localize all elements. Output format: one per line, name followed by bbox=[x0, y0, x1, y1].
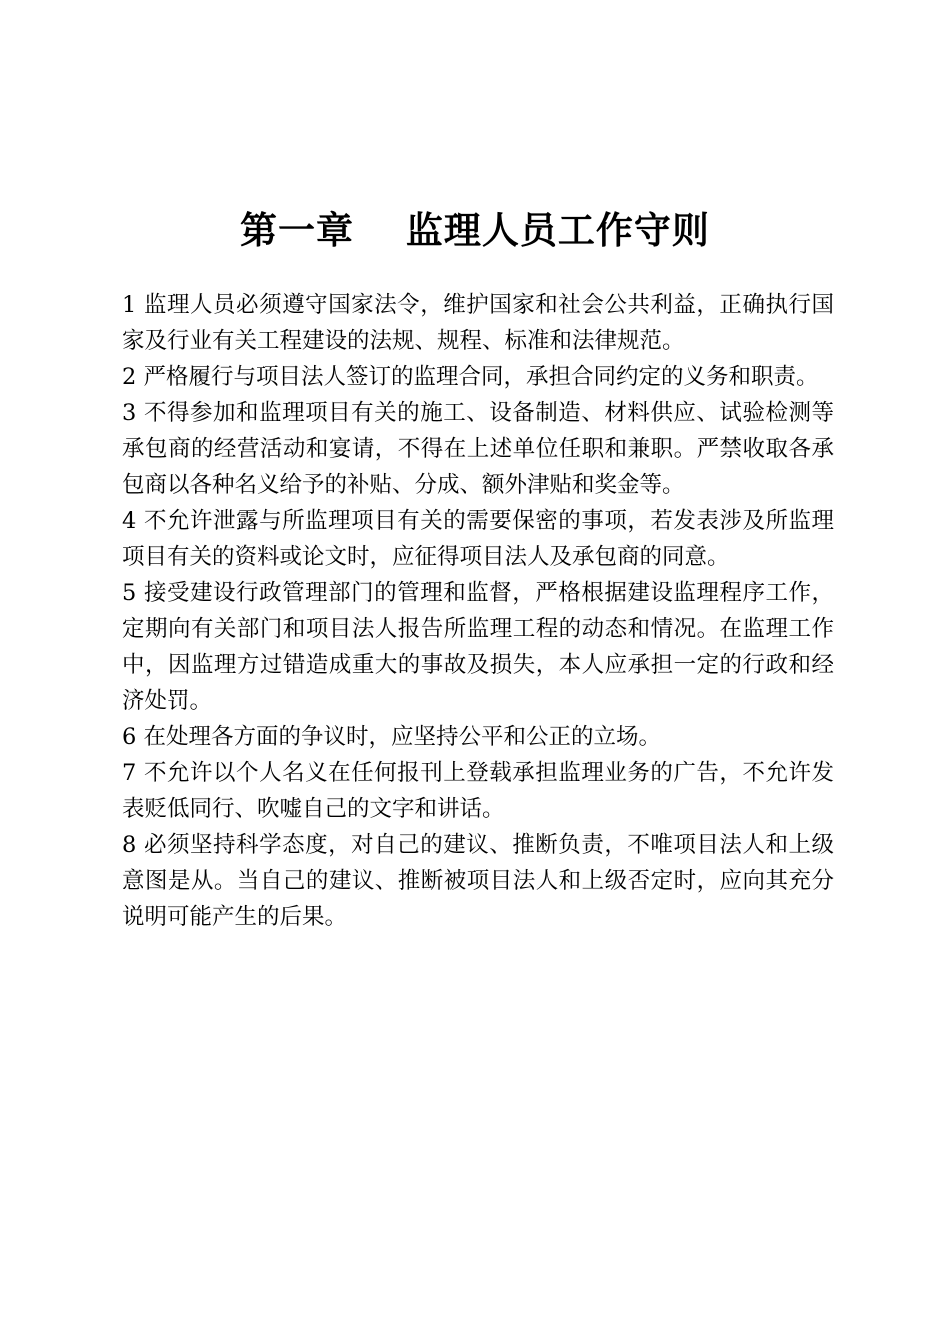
rule-item-4: 4 不允许泄露与所监理项目有关的需要保密的事项，若发表涉及所监理项目有关的资料或论文时，应征得项目法人及承包商的同意。 bbox=[122, 508, 834, 570]
rule-item-6: 6 在处理各方面的争议时，应坚持公平和公正的立场。 bbox=[122, 724, 661, 750]
rule-item-2: 2 严格履行与项目法人签订的监理合同，承担合同约定的义务和职责。 bbox=[122, 364, 819, 390]
rule-item-8: 8 必须坚持科学态度，对自己的建议、推断负责，不唯项目法人和上级意图是从。当自己的建议、推断被项目法人和上级否定时，应向其充分说明可能产生的后果。 bbox=[122, 832, 834, 930]
chapter-title: 第一章 监理人员工作守则 bbox=[240, 209, 710, 252]
rule-item-5: 5 接受建设行政管理部门的管理和监督，严格根据建设监理程序工作，定期向有关部门和项目法人报告所监理工程的动态和情况。在监理工作中，因监理方过错造成重大的事故及损失，本人应承担一定的行政和经济处罚。 bbox=[122, 580, 834, 714]
rule-item-3: 3 不得参加和监理项目有关的施工、设备制造、材料供应、试验检测等承包商的经营活动和宴请，不得在上述单位任职和兼职。严禁收取各承包商以各种名义给予的补贴、分成、额外津贴和奖金等。 bbox=[122, 400, 834, 498]
rules-list bbox=[122, 287, 834, 935]
rule-item-7: 7 不允许以个人名义在任何报刊上登载承担监理业务的广告，不允许发表贬低同行、吹嘘自己的文字和讲话。 bbox=[122, 760, 834, 822]
rule-item-1: 1 监理人员必须遵守国家法令，维护国家和社会公共利益，正确执行国家及行业有关工程建设的法规、规程、标准和法律规范。 bbox=[122, 292, 834, 354]
